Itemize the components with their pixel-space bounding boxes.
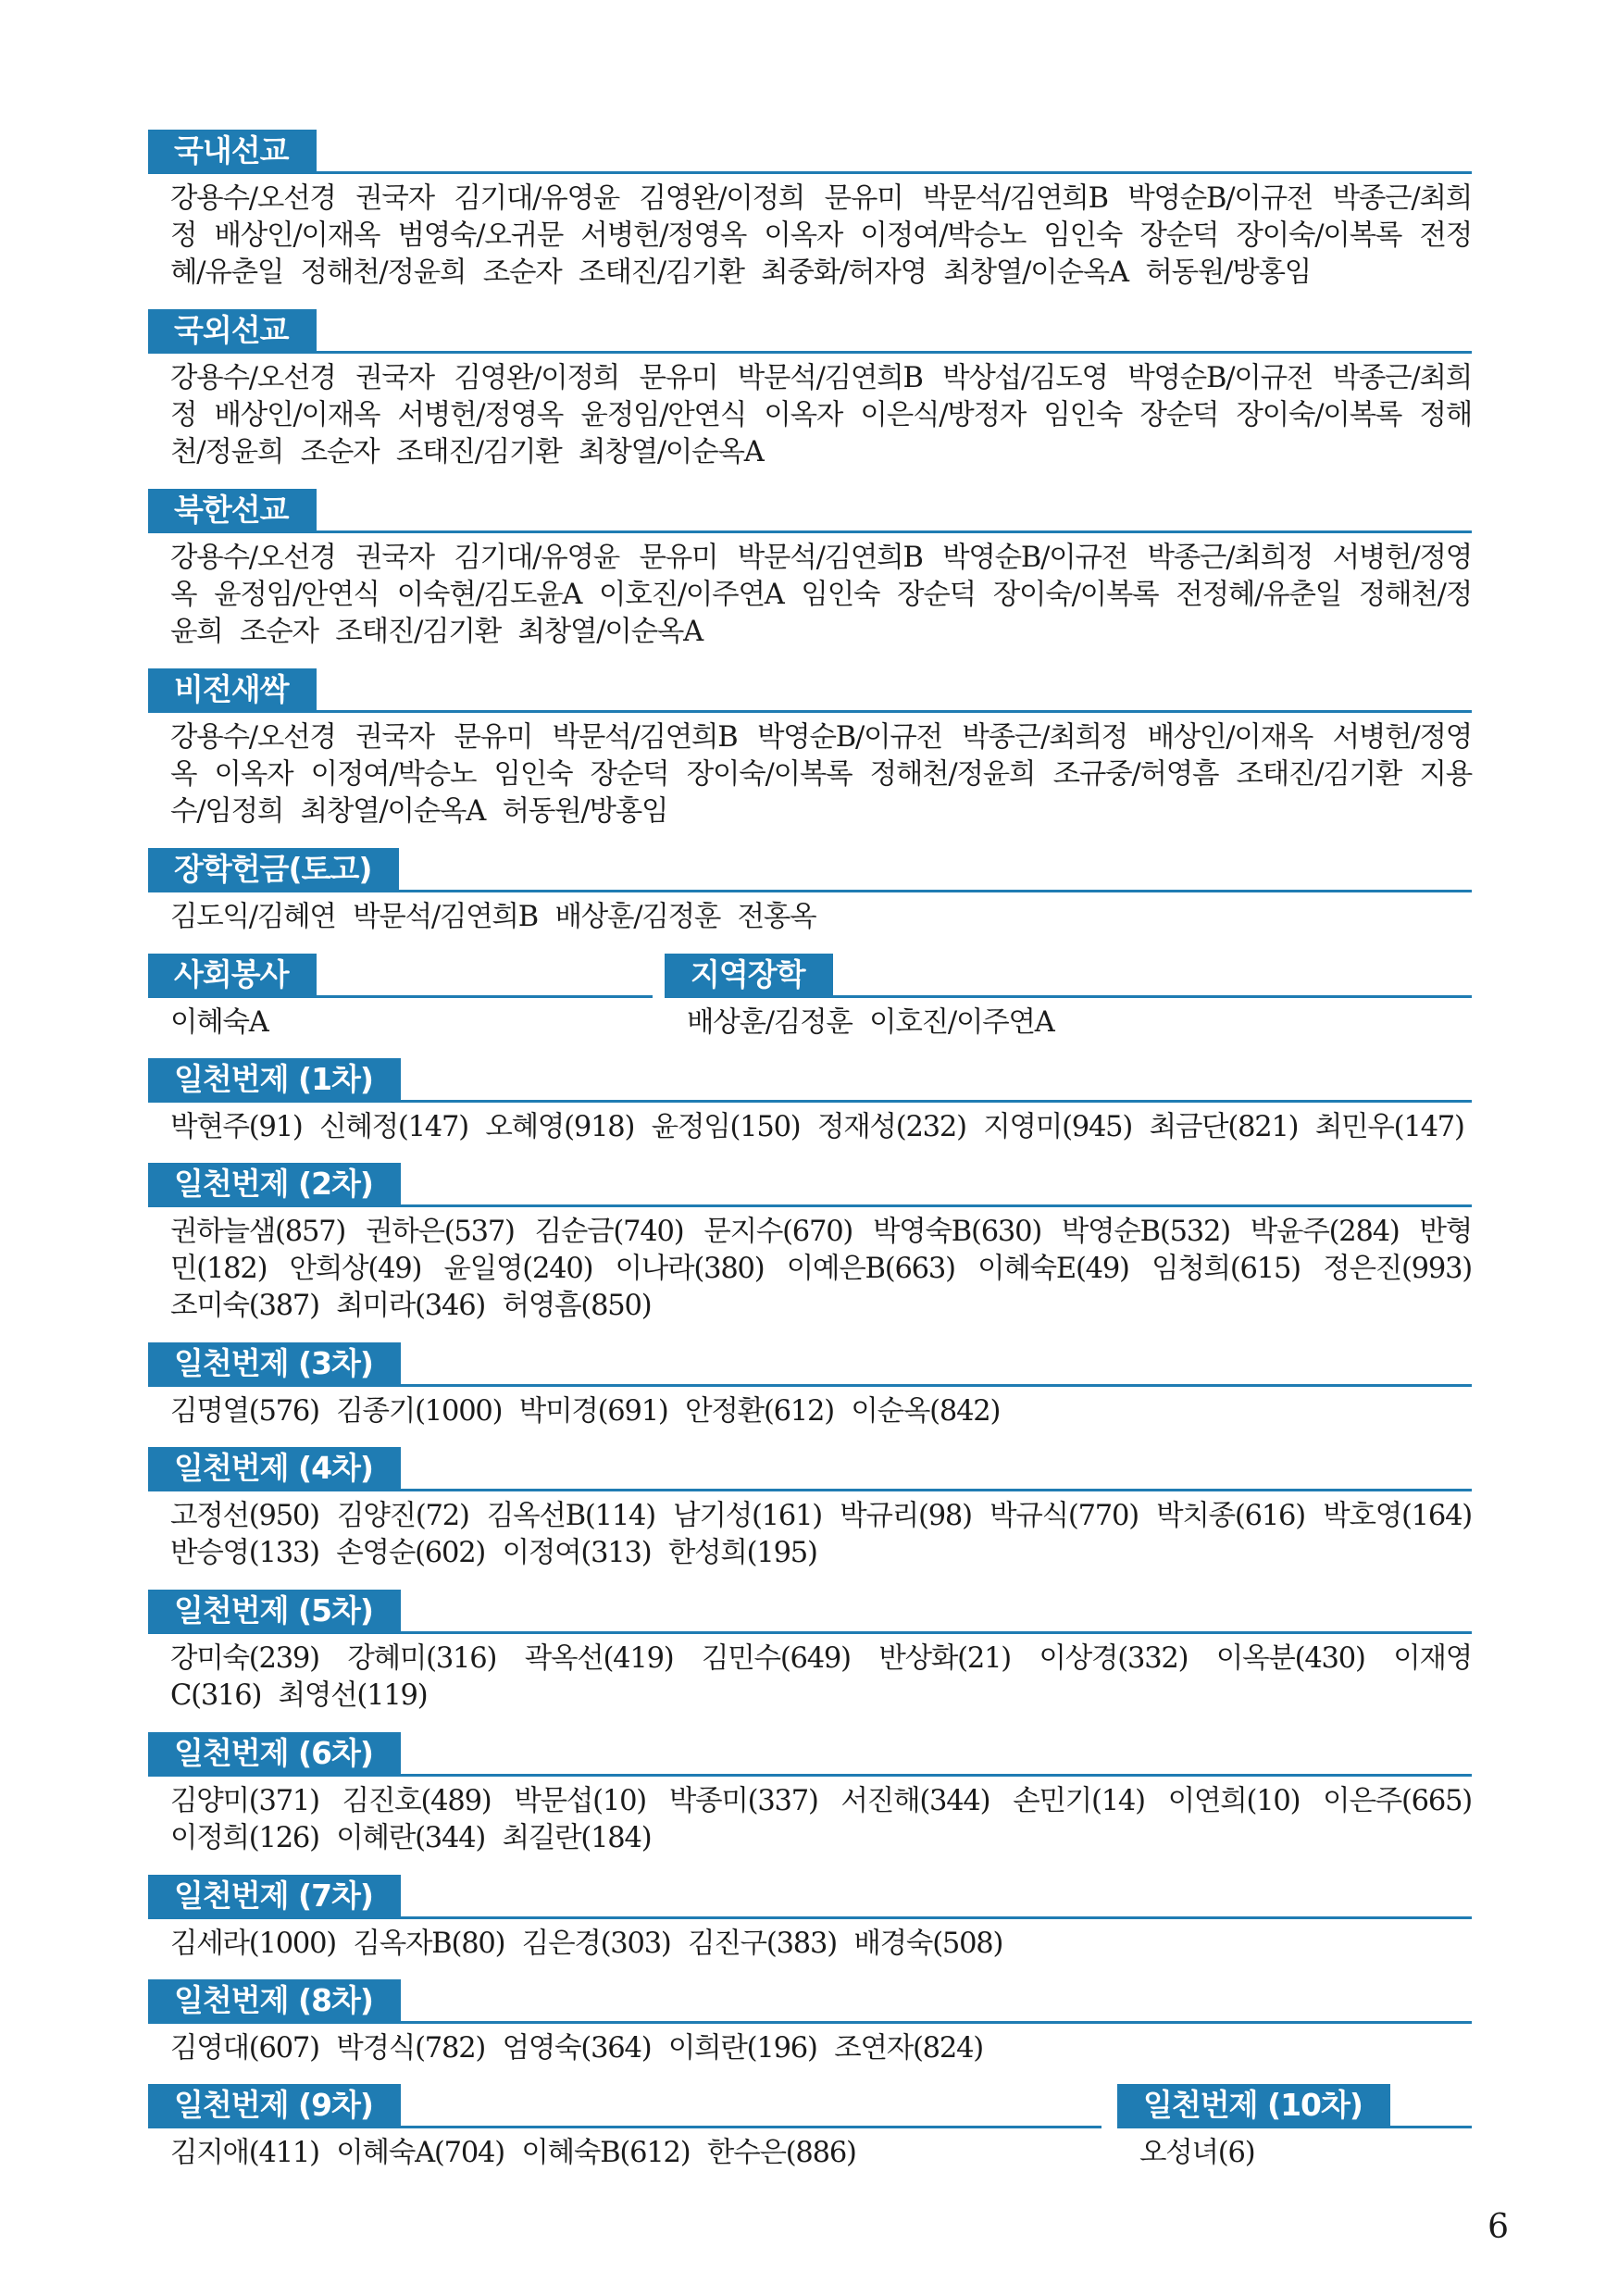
donor-names: 김명열(576) 김종기(1000) 박미경(691) 안정환(612) 이순옥(842) — [170, 1395, 1001, 1428]
section-ilcheon-1 — [148, 1058, 1472, 1146]
donor-names: 김세라(1000) 김옥자B(80) 김은경(303) 김진구(383) 배경숙(508) — [170, 1928, 1003, 1960]
page-number: 6 — [1487, 2208, 1509, 2246]
section-regional-scholarship — [665, 954, 1472, 1042]
section-rule — [148, 1204, 1472, 1207]
section-title: 일천번제 (10차) — [1117, 2084, 1390, 2127]
section-rule — [148, 2021, 1472, 2024]
donor-names: 배상훈/김정훈 이호진/이주연A — [687, 1006, 1054, 1039]
section-rule — [148, 530, 1472, 533]
section-title: 일천번제 (4차) — [148, 1447, 401, 1490]
donor-names: 오성녀(6) — [1139, 2137, 1255, 2169]
section-header — [148, 1590, 1472, 1638]
section-vision-sprout — [148, 668, 1472, 830]
section-rule — [148, 351, 1472, 354]
section-header — [148, 1979, 1472, 2028]
section-header — [148, 130, 1472, 178]
donor-names: 강용수/오선경 권국자 김기대/유영윤 문유미 박문석/김연희B 박영순B/이규전 박종근/최희정 서병헌/정영옥 윤정임/안연식 이숙현/김도윤A 이호진/이주연A 임인숙 장순덕 장이숙/이복록 전정혜/유춘일 정해천/정윤희 조순자 조태진/김기환 최창열/이순옥A — [170, 542, 1472, 648]
section-title: 일천번제 (1차) — [148, 1058, 401, 1101]
section-title: 사회봉사 — [148, 954, 317, 996]
section-rule — [148, 1489, 1472, 1491]
section-rule — [148, 710, 1472, 713]
section-title: 일천번제 (2차) — [148, 1163, 401, 1205]
section-header — [148, 1447, 1472, 1495]
section-ilcheon-5 — [148, 1590, 1472, 1715]
section-ilcheon-7 — [148, 1875, 1472, 1963]
section-title: 국외선교 — [148, 309, 317, 352]
section-rule — [148, 171, 1472, 174]
section-rule — [148, 995, 653, 998]
section-rule — [148, 890, 1472, 892]
section-ilcheon-3 — [148, 1342, 1472, 1430]
section-ilcheon-6 — [148, 1732, 1472, 1857]
donor-names: 강용수/오선경 권국자 문유미 박문석/김연희B 박영순B/이규전 박종근/최희정 배상인/이재옥 서병헌/정영옥 이옥자 이정여/박승노 임인숙 장순덕 장이숙/이복록 정해천/정윤희 조규중/허영흠 조태진/김기환 지용수/임정희 최창열/이순옥A 허동원/방홍임 — [170, 721, 1472, 828]
section-rule — [148, 1631, 1472, 1634]
section-rule — [1117, 2126, 1472, 2128]
donor-names: 박현주(91) 신혜정(147) 오혜영(918) 윤정임(150) 정재성(232) 지영미(945) 최금단(821) 최민우(147) — [170, 1111, 1464, 1143]
section-header — [665, 954, 1472, 1002]
section-scholarship-togo — [148, 848, 1472, 936]
section-rule — [665, 995, 1472, 998]
section-overseas-mission — [148, 309, 1472, 471]
section-header — [148, 489, 1472, 537]
section-social-service — [148, 954, 653, 1042]
donor-names: 이혜숙A — [170, 1006, 268, 1039]
section-title: 일천번제 (7차) — [148, 1875, 401, 1917]
section-ilcheon-8 — [148, 1979, 1472, 2067]
section-rule — [148, 1916, 1472, 1919]
section-ilcheon-2 — [148, 1163, 1472, 1325]
donor-names: 고정선(950) 김양진(72) 김옥선B(114) 남기성(161) 박규리(98) 박규식(770) 박치종(616) 박호영(164) 반승영(133) 손영순(602) 이정여(313) 한성희(195) — [170, 1500, 1472, 1569]
section-header — [148, 1163, 1472, 1211]
donor-names: 김영대(607) 박경식(782) 엄영숙(364) 이희란(196) 조연자(824) — [170, 2032, 983, 2065]
section-header — [148, 309, 1472, 357]
section-title: 일천번제 (6차) — [148, 1732, 401, 1775]
section-ilcheon-10 — [1117, 2084, 1472, 2172]
donor-names: 김지애(411) 이혜숙A(704) 이혜숙B(612) 한수은(886) — [170, 2137, 856, 2169]
section-header — [148, 2084, 1101, 2132]
section-header — [1117, 2084, 1472, 2132]
section-header — [148, 1875, 1472, 1923]
section-title: 일천번제 (9차) — [148, 2084, 401, 2127]
section-domestic-mission — [148, 130, 1472, 292]
donor-names: 강용수/오선경 권국자 김영완/이정희 문유미 박문석/김연희B 박상섭/김도영 박영순B/이규전 박종근/최희정 배상인/이재옥 서병헌/정영옥 윤정임/안연식 이옥자 이은식/방정자 임인숙 장순덕 장이숙/이복록 정해천/정윤희 조순자 조태진/김기환 최창열/이순옥A — [170, 362, 1472, 468]
section-rule — [148, 1384, 1472, 1387]
section-header — [148, 668, 1472, 717]
section-title: 비전새싹 — [148, 668, 317, 711]
section-rule — [148, 1774, 1472, 1777]
section-header — [148, 848, 1472, 896]
donor-names: 권하늘샘(857) 권하은(537) 김순금(740) 문지수(670) 박영숙B(630) 박영순B(532) 박윤주(284) 반형민(182) 안희상(49) 윤일영(240) 이나라(380) 이예은B(663) 이혜숙E(49) 임청희(615) 정은진(993) 조미숙(387) 최미라(346) 허영흠(850) — [170, 1216, 1472, 1322]
section-title: 일천번제 (5차) — [148, 1590, 401, 1632]
section-title: 일천번제 (3차) — [148, 1342, 401, 1385]
section-ilcheon-9 — [148, 2084, 1101, 2172]
donor-names: 김도익/김혜연 박문석/김연희B 배상훈/김정훈 전홍옥 — [170, 901, 816, 933]
section-rule — [148, 1100, 1472, 1103]
section-header — [148, 1342, 1472, 1391]
donor-names: 강용수/오선경 권국자 김기대/유영윤 김영완/이정희 문유미 박문석/김연희B 박영순B/이규전 박종근/최희정 배상인/이재옥 범영숙/오귀문 서병헌/정영옥 이옥자 이정여/박승노 임인숙 장순덕 장이숙/이복록 전정혜/유춘일 정해천/정윤희 조순자 조태진/김기환 최중화/허자영 최창열/이순옥A 허동원/방홍임 — [170, 182, 1472, 289]
section-title: 북한선교 — [148, 489, 317, 531]
section-title: 지역장학 — [665, 954, 833, 996]
section-north-korea-mission — [148, 489, 1472, 651]
section-title: 국내선교 — [148, 130, 317, 172]
donor-names: 김양미(371) 김진호(489) 박문섭(10) 박종미(337) 서진해(344) 손민기(14) 이연희(10) 이은주(665) 이정희(126) 이혜란(344) 최길란(184) — [170, 1785, 1472, 1854]
section-title: 장학헌금(토고) — [148, 848, 399, 891]
section-header — [148, 954, 653, 1002]
section-header — [148, 1732, 1472, 1780]
donor-names: 강미숙(239) 강혜미(316) 곽옥선(419) 김민수(649) 반상화(21) 이상경(332) 이옥분(430) 이재영C(316) 최영선(119) — [170, 1642, 1472, 1712]
section-rule — [148, 2126, 1101, 2128]
section-ilcheon-4 — [148, 1447, 1472, 1572]
section-title: 일천번제 (8차) — [148, 1979, 401, 2022]
section-header — [148, 1058, 1472, 1106]
